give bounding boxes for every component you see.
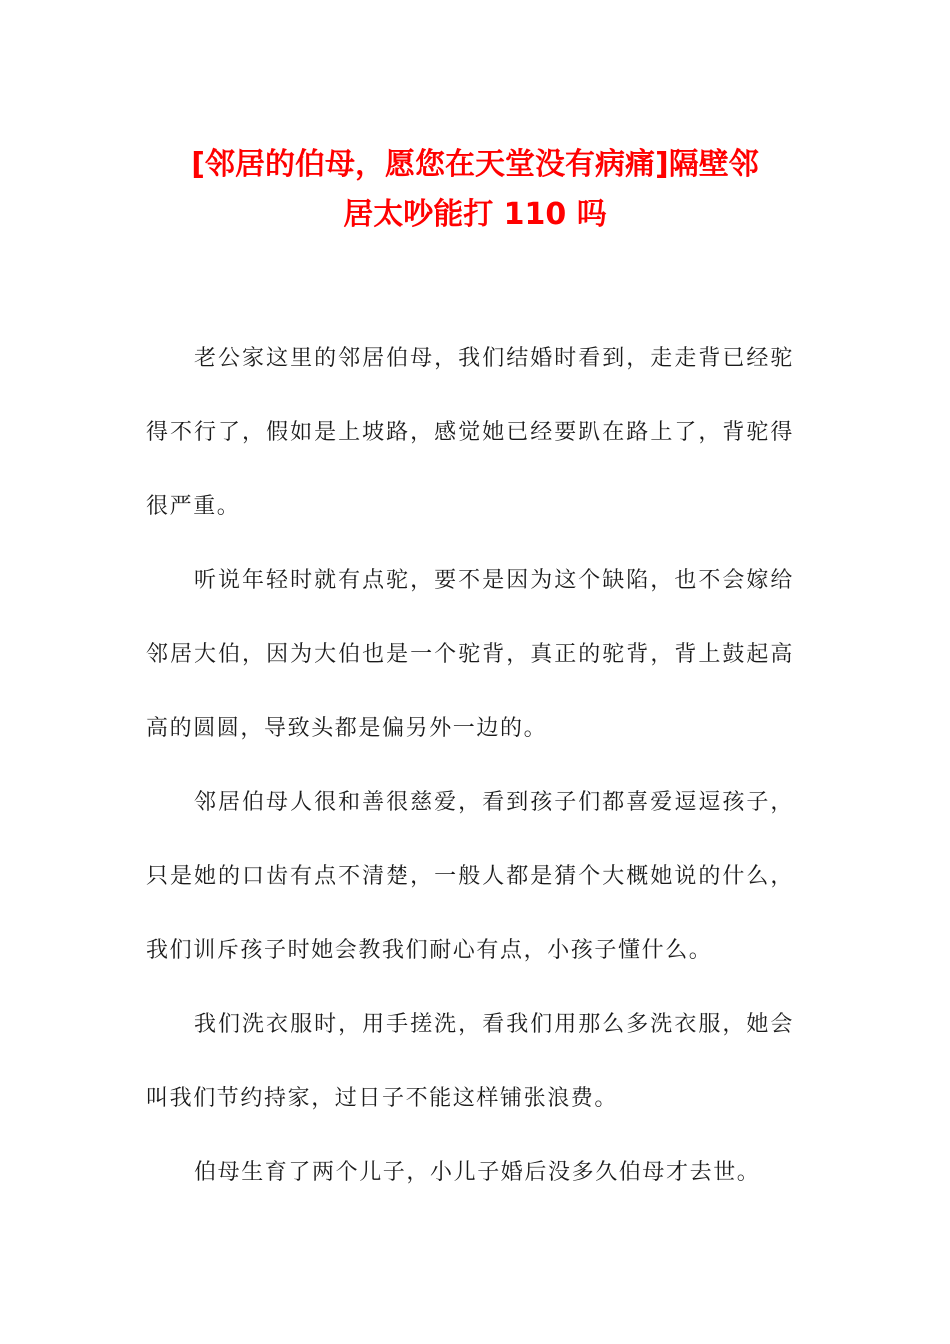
- title-line-1: [邻居的伯母，愿您在天堂没有病痛]隔壁邻: [191, 147, 759, 182]
- paragraph-1: 老公家这里的邻居伯母，我们结婚时看到，走走背已经驼得不行了，假如是上坡路，感觉她已经要趴在路上了，背驼得很严重。: [146, 346, 794, 519]
- paragraph-2: 听说年轻时就有点驼，要不是因为这个缺陷，也不会嫁给邻居大伯，因为大伯也是一个驼背，真正的驼背，背上鼓起高高的圆圆，导致头都是偏另外一边的。: [146, 568, 794, 741]
- title-line-2: 居太吵能打 110 吗: [343, 197, 607, 232]
- paragraph-5: 伯母生育了两个儿子，小儿子婚后没多久伯母才去世。: [194, 1160, 761, 1185]
- document-title: [130, 140, 820, 240]
- paragraph-4: 我们洗衣服时，用手搓洗，看我们用那么多洗衣服，她会叫我们节约持家，过日子不能这样铺张浪费。: [146, 1012, 794, 1111]
- paragraph-3: 邻居伯母人很和善很慈爱，看到孩子们都喜爱逗逗孩子，只是她的口齿有点不清楚，一般人都是猜个大概她说的什么，我们训斥孩子时她会教我们耐心有点，小孩子懂什么。: [146, 790, 794, 963]
- document-body: [146, 322, 794, 1210]
